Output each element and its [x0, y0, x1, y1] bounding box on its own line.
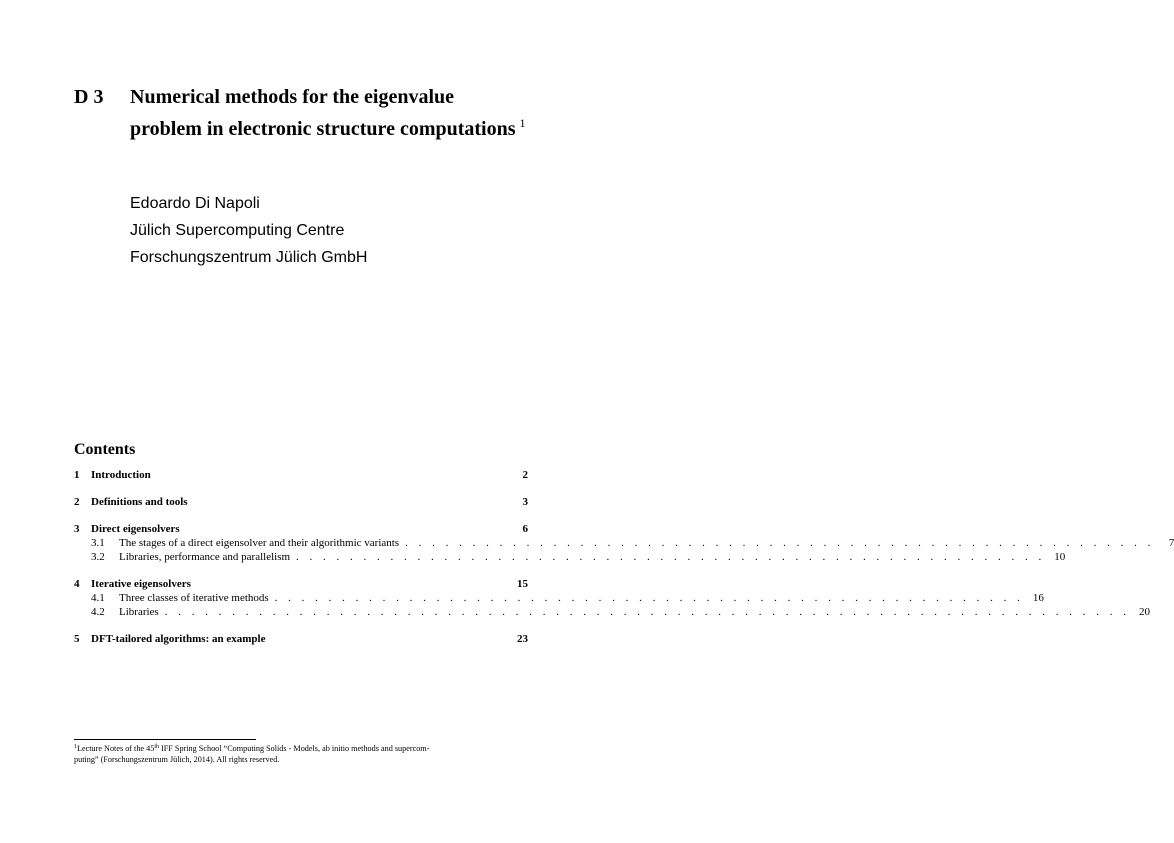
footnote-text: Lecture Notes of the 45	[77, 744, 155, 753]
author-institution: Forschungszentrum Jülich GmbH	[130, 249, 368, 266]
toc-entry-title: Introduction	[91, 469, 151, 481]
chapter-footnote-mark[interactable]: 1	[519, 116, 526, 130]
footnote	[74, 742, 530, 765]
toc-entry-title: The stages of a direct eigensolver and their algorithmic variants	[119, 537, 400, 549]
toc-subentry[interactable]	[74, 536, 1174, 550]
toc-entry-number: 4	[74, 578, 80, 590]
toc-entry-number: 3.2	[91, 551, 105, 563]
toc-dot-leader: . . . . . . . . . . . . . . . . . . . . . . . . . . . . . . . . . . . . . . . . . . . . . . . . . . . . . . . .	[405, 537, 1155, 549]
footnote-mark: 1	[74, 744, 77, 750]
toc-subentry[interactable]	[74, 605, 1150, 619]
toc-entry-page: 2	[522, 469, 528, 481]
toc-entry[interactable]	[74, 522, 528, 536]
footnote-line-2: puting” (Forschungszentrum Jülich, 2014). All rights reserved.	[74, 755, 280, 764]
footnote-text-continued: IFF Spring School “Computing Solids - Models, ab initio methods and supercom-	[158, 744, 430, 753]
toc-entry-number: 2	[74, 496, 80, 508]
toc-entry[interactable]	[74, 632, 528, 646]
toc-dot-leader: . . . . . . . . . . . . . . . . . . . . . . . . . . . . . . . . . . . . . . . . . . . . . . . . . . . . . . . . . . . . . . . . . . . . . . . .	[164, 606, 1130, 618]
toc-entry-number: 1	[74, 469, 80, 481]
chapter-number: D 3	[74, 86, 104, 108]
toc-entry-number: 3.1	[91, 537, 105, 549]
chapter-title	[130, 84, 530, 142]
toc-entry-page: 10	[1054, 551, 1066, 563]
chapter-title-text: Numerical methods for the eigenvalue problem in electronic structure computations	[130, 86, 516, 140]
contents-heading: Contents	[74, 441, 136, 458]
toc-entry-title: Iterative eigensolvers	[91, 578, 191, 590]
author-affiliation: Jülich Supercomputing Centre	[130, 222, 345, 239]
toc-entry[interactable]	[74, 577, 528, 591]
author-block	[130, 190, 367, 271]
author-name: Edoardo Di Napoli	[130, 195, 260, 212]
footnote-divider	[74, 739, 256, 740]
toc-entry[interactable]	[74, 495, 528, 509]
toc-entry-title: Libraries	[119, 606, 159, 618]
toc-entry[interactable]	[74, 468, 528, 482]
toc-entry-number: 5	[74, 633, 80, 645]
toc-entry-page: 6	[522, 523, 528, 535]
toc-subentry[interactable]	[74, 591, 1044, 605]
toc-subentry[interactable]	[74, 550, 1066, 564]
toc-entry-page: 15	[517, 578, 528, 590]
toc-entry-title: Definitions and tools	[91, 496, 188, 508]
table-of-contents	[74, 468, 1174, 646]
toc-entry-title: Three classes of iterative methods	[119, 592, 269, 604]
toc-entry-page: 20	[1138, 606, 1150, 618]
footnote-superscript: th	[154, 744, 159, 750]
toc-entry-title: Direct eigensolvers	[91, 523, 180, 535]
toc-entry-title: Libraries, performance and parallelism	[119, 551, 291, 563]
toc-entry-title: DFT-tailored algorithms: an example	[91, 633, 266, 645]
toc-entry-number: 3	[74, 523, 80, 535]
toc-entry-number: 4.2	[91, 606, 105, 618]
toc-dot-leader: . . . . . . . . . . . . . . . . . . . . . . . . . . . . . . . . . . . . . . . . . . . . . . . . . . . . . . . .	[274, 592, 1024, 604]
toc-dot-leader: . . . . . . . . . . . . . . . . . . . . . . . . . . . . . . . . . . . . . . . . . . . . . . . . . . . . . . . .	[296, 551, 1046, 563]
toc-entry-number: 4.1	[91, 592, 105, 604]
toc-entry-page: 16	[1032, 592, 1044, 604]
toc-entry-page: 3	[522, 496, 528, 508]
footnote-line	[74, 742, 530, 754]
toc-entry-page: 7	[1168, 537, 1174, 549]
toc-entry-page: 23	[517, 633, 528, 645]
